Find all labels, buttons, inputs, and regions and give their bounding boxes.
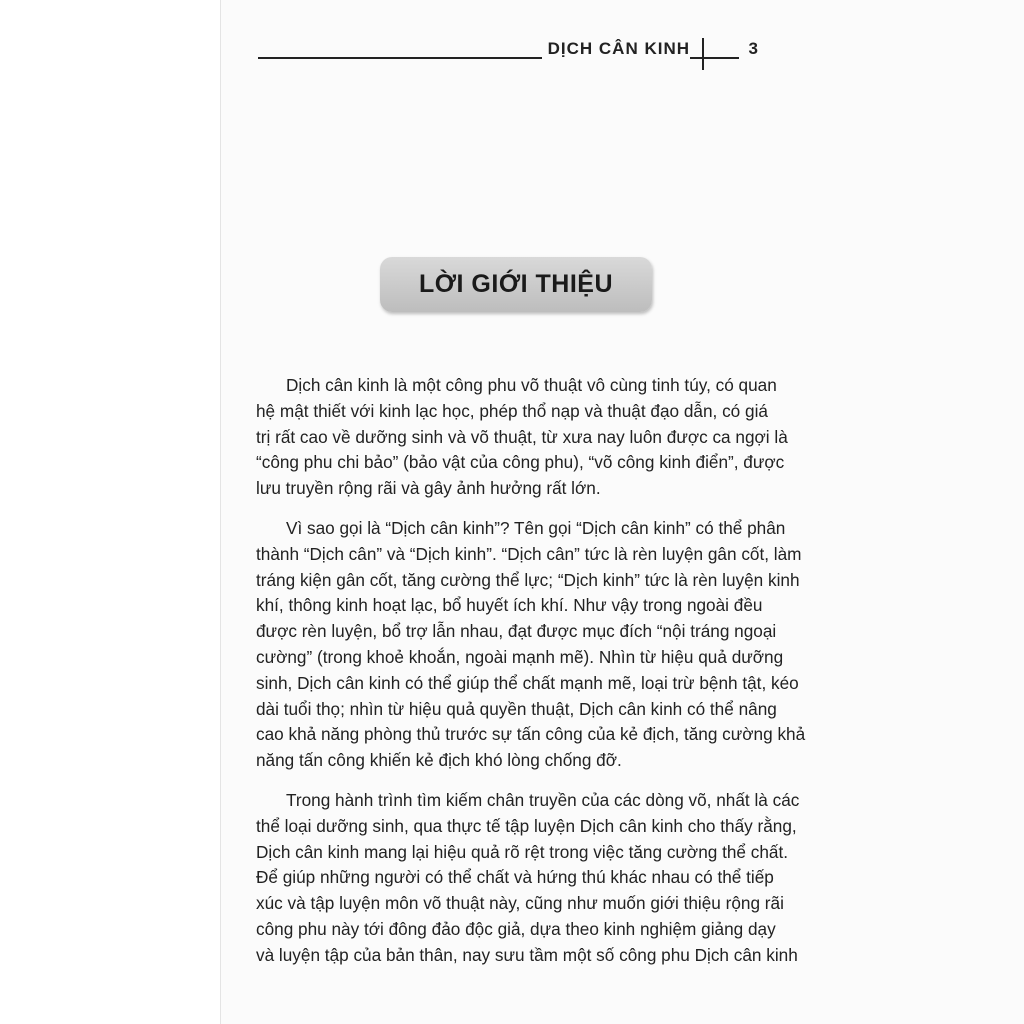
- text-line: công phu này tới đông đảo độc giả, dựa theo kinh nghiệm giảng dạy: [256, 918, 776, 939]
- text-line: cao khả năng phòng thủ trước sự tấn công của kẻ địch, tăng cường khả: [256, 724, 806, 745]
- text-line: xúc và tập luyện môn võ thuật này, cũng như muốn giới thiệu rộng rãi: [256, 893, 784, 914]
- text-line: thành “Dịch cân” và “Dịch kinh”. “Dịch cân” tức là rèn luyện gân cốt, làm: [256, 543, 802, 564]
- text-line: thể loại dưỡng sinh, qua thực tế tập luyện Dịch cân kinh cho thấy rằng,: [256, 815, 797, 836]
- running-title: DỊCH CÂN KINH: [542, 39, 690, 59]
- page-number: 3: [739, 39, 760, 59]
- text-line: năng tấn công khiến kẻ địch khó lòng chống đỡ.: [256, 750, 622, 771]
- body-text: [256, 373, 806, 983]
- paragraph: [256, 373, 788, 502]
- text-line: cường” (trong khoẻ khoắn, ngoài mạnh mẽ). Nhìn từ hiệu quả dưỡng: [256, 646, 784, 667]
- text-line: và luyện tập của bản thân, nay sưu tầm một số công phu Dịch cân kinh: [256, 944, 798, 965]
- text-line: “công phu chi bảo” (bảo vật của công phu), “võ công kinh điển”, được: [256, 452, 785, 473]
- section-title-box: [380, 257, 652, 312]
- text-line: được rèn luyện, bổ trợ lẫn nhau, đạt được mục đích “nội tráng ngoại: [256, 621, 777, 642]
- text-line: lưu truyền rộng rãi và gây ảnh hưởng rất lớn.: [256, 478, 601, 499]
- paragraph: [256, 788, 800, 969]
- running-head: [258, 34, 760, 70]
- text-line: Dịch cân kinh là một công phu võ thuật vô cùng tinh túy, có quan: [286, 375, 777, 395]
- text-line: hệ mật thiết với kinh lạc học, phép thổ nạp và thuật đạo dẫn, có giá: [256, 400, 768, 421]
- text-line: tráng kiện gân cốt, tăng cường thể lực; “Dịch kinh” tức là rèn luyện kinh: [256, 569, 800, 590]
- text-line: Trong hành trình tìm kiếm chân truyền của các dòng võ, nhất là các: [286, 789, 800, 810]
- text-line: khí, thông kinh hoạt lạc, bổ huyết ích khí. Như vậy trong ngoài đều: [256, 595, 763, 616]
- text-line: Dịch cân kinh mang lại hiệu quả rõ rệt trong việc tăng cường thể chất.: [256, 841, 789, 862]
- text-line: trị rất cao về dưỡng sinh và võ thuật, từ xưa nay luôn được ca ngợi là: [256, 426, 788, 447]
- text-line: Vì sao gọi là “Dịch cân kinh”? Tên gọi “Dịch cân kinh” có thể phân: [286, 517, 786, 538]
- section-title: LỜI GIỚI THIỆU: [418, 270, 614, 298]
- text-line: dài tuổi thọ; nhìn từ hiệu quả quyền thuật, Dịch cân kinh có thể nâng: [256, 698, 777, 719]
- text-line: Để giúp những người có thể chất và hứng thú khác nhau có thể tiếp: [256, 867, 774, 888]
- header-separator: [702, 38, 704, 70]
- text-line: sinh, Dịch cân kinh có thể giúp thể chất mạnh mẽ, loại trừ bệnh tật, kéo: [256, 672, 799, 693]
- paragraph: [256, 516, 806, 774]
